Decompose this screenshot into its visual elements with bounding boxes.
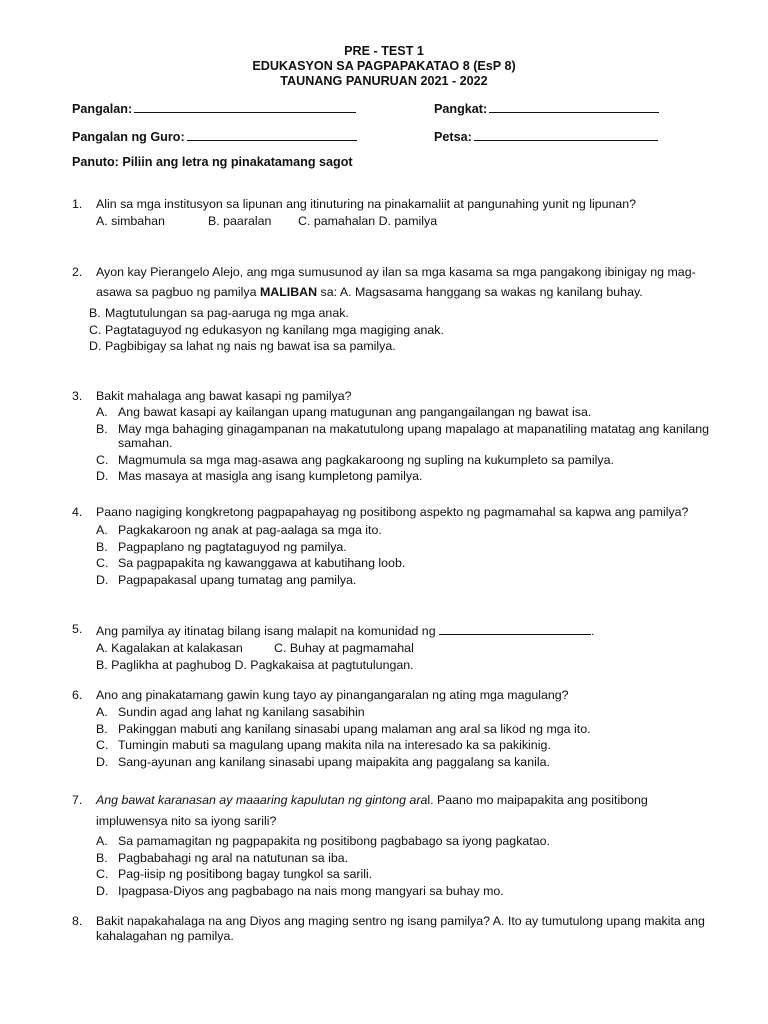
option-b[interactable]: B. May mga bahaging ginagampanan na makatutulong upang mapalago at mapanatiling matatag ang kanilang samahan. (96, 421, 710, 450)
question-3 (72, 389, 712, 485)
name-field[interactable] (72, 100, 356, 116)
quote-text: Ang bawat karanasan ay maaaring kapulutan ng gintong ara (96, 793, 428, 807)
question-number: 8. (72, 914, 83, 928)
option-d[interactable]: D. Pagbibigay sa lahat ng nais ng bawat isa sa pamilya. (89, 339, 396, 353)
section-label: Pangkat: (434, 102, 488, 116)
option-a[interactable]: A. Kagalakan at kalakasan (96, 641, 243, 655)
option-c-d[interactable]: C. pamahalan D. pamilya (298, 214, 438, 228)
option-a[interactable]: A. Ang bawat kasapi ay kailangan upang matugunan ang pangangailangan ng bawat isa. (96, 405, 592, 419)
option-b[interactable]: B. paaralan (208, 214, 272, 228)
option-b[interactable]: B. Magtutulungan sa pag-aaruga ng mga anak. (89, 306, 349, 320)
answer-blank[interactable] (439, 622, 591, 635)
option-c[interactable]: C. Magmumula sa mga mag-asawa ang pagkakaroong ng supling na kukumpleto sa pamilya. (96, 452, 614, 467)
question-text: Ang pamilya ay itinatag bilang isang malapit na komunidad ng . (96, 624, 595, 638)
teacher-line[interactable] (187, 128, 357, 141)
date-line[interactable] (474, 128, 658, 141)
option-a[interactable]: A. Sa pamamagitan ng pagpapakita ng positibong pagbabago sa iyong pagkatao. (96, 834, 550, 848)
school-year: TAUNANG PANURUAN 2021 - 2022 (280, 74, 488, 88)
section-field[interactable] (434, 100, 659, 116)
emphasis-text: MALIBAN (259, 285, 318, 299)
question-number: 3. (72, 389, 83, 403)
date-label: Petsa: (434, 130, 472, 144)
option-d[interactable]: D. Mas masaya at masigla ang isang kumpletong pamilya. (96, 469, 423, 483)
test-header (0, 44, 768, 89)
question-text: Alin sa mga institusyon sa lipunan ang itinuturing na pinakamaliit at pangunahing yunit ng lipunan? (96, 197, 637, 211)
option-c[interactable]: C. Tumingin mabuti sa magulang upang makita nila na interesado ka sa pakikinig. (96, 738, 551, 752)
section-line[interactable] (489, 100, 659, 113)
question-number: 4. (72, 505, 83, 519)
option-c[interactable]: C. Sa pagpapakita ng kawanggawa at kabutihang loob. (96, 556, 406, 570)
test-title: PRE - TEST 1 (344, 44, 424, 58)
question-6 (72, 688, 712, 770)
option-b-d[interactable]: B. Paglikha at paghubog D. Pagkakaisa at pagtutulungan. (96, 658, 414, 672)
question-8 (72, 914, 712, 944)
instructions: Panuto: Piliin ang letra ng pinakatamang sagot (72, 155, 353, 169)
question-4 (72, 505, 712, 588)
option-d[interactable]: D. Ipagpasa-Diyos ang pagbabago na nais mong mangyari sa buhay mo. (96, 883, 504, 898)
question-5 (72, 622, 712, 674)
question-2 (72, 262, 712, 355)
question-text: Bakit mahalaga ang bawat kasapi ng pamilya? (96, 389, 352, 403)
question-text: Ano ang pinakatamang gawin kung tayo ay pinangangaralan ng ating mga magulang? (96, 688, 569, 702)
option-b[interactable]: B. Pagpaplano ng pagtataguyod ng pamilya. (96, 539, 347, 554)
name-line[interactable] (134, 100, 356, 113)
question-text: Bakit napakahalaga na ang Diyos ang maging sentro ng isang pamilya? A. Ito ay tumutulong upang makita ang kahalagahan ng pamilya. (96, 914, 705, 943)
option-d[interactable]: D. Pagpapakasal upang tumatag ang pamilya. (96, 572, 357, 587)
subject-title: EDUKASYON SA PAGPAPAKATAO 8 (EsP 8) (252, 59, 516, 73)
option-a[interactable]: A. simbahan (96, 214, 165, 228)
question-7 (72, 790, 712, 899)
option-c[interactable]: C. Buhay at pagmamahal (274, 641, 414, 655)
question-number: 5. (72, 622, 83, 636)
question-text: Paano nagiging kongkretong pagpapahayag ng positibong aspekto ng pagmamahal sa kapwa ang pamilya? (96, 505, 689, 519)
question-number: 7. (72, 793, 83, 807)
option-c[interactable]: C. Pagtataguyod ng edukasyon ng kanilang mga magiging anak. (89, 322, 444, 337)
date-field[interactable] (434, 128, 658, 144)
name-label: Pangalan: (72, 102, 133, 116)
question-number: 6. (72, 688, 83, 702)
option-a[interactable]: A. Sundin agad ang lahat ng kanilang sasabihin (96, 705, 365, 719)
question-text: Ang bawat karanasan ay maaaring kapulutan ng gintong aral. Paano mo maipapakita ang positibong impluwensya nito sa iyong sarili? (96, 793, 648, 828)
option-a[interactable]: A. Pagkakaroon ng anak at pag-aalaga sa mga ito. (96, 523, 382, 537)
option-c[interactable]: C. Pag-iisip ng positibong bagay tungkol sa sarili. (96, 867, 373, 881)
teacher-label: Pangalan ng Guro: (72, 130, 185, 144)
teacher-field[interactable] (72, 128, 357, 144)
option-d[interactable]: D. Sang-ayunan ang kanilang sinasabi upang maipakita ang paggalang sa kanila. (96, 754, 550, 769)
option-b[interactable]: B. Pagbabahagi ng aral na natutunan sa iba. (96, 850, 349, 865)
question-number: 1. (72, 197, 83, 211)
question-1 (72, 197, 712, 230)
option-b[interactable]: B. Pakinggan mabuti ang kanilang sinasabi upang malaman ang aral sa likod ng mga ito. (96, 721, 591, 736)
question-text: Ayon kay Pierangelo Alejo, ang mga sumusunod ay ilan sa mga kasama sa mga pangakong ibinigay ng mag-asawa sa pagbuo ng pamilya MALIBAN sa: A. Magsasama hanggang sa wakas ng kanilang buhay. (96, 265, 696, 299)
question-number: 2. (72, 265, 83, 279)
